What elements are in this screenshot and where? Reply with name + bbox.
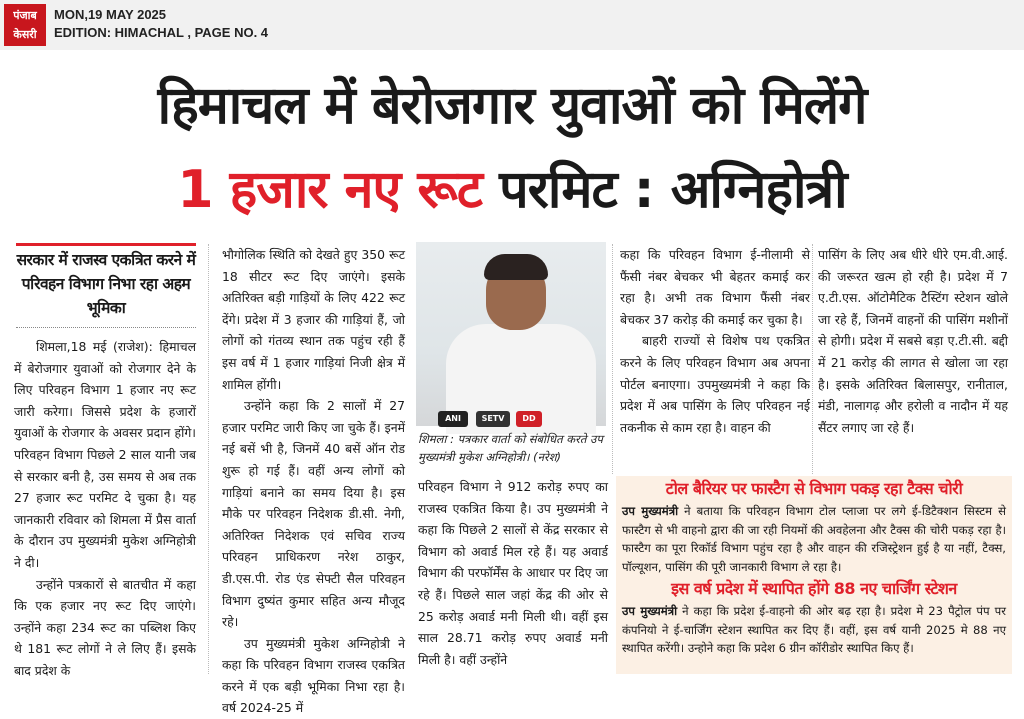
article-column-2 <box>222 244 405 719</box>
paragraph: भौगोलिक स्थिति को देखते हुए 350 रूट 18 सीटर रूट दिए जाएंगे। इसके अतिरिक्त बड़ी गाड़ियों के लिए 422 रूट देंगे। प्रदेश में 3 हजार की गाड़ियां हैं, जो लोगों को गंतव्य स्थान तक पहुंच रही हैं इस वर्ष में 1 हजार गाड़ियां निजी क्षेत्र में शामिल होंगी। <box>222 247 405 392</box>
subheadline-rule <box>16 243 196 246</box>
paragraph: शिमला,18 मई (राजेश): हिमाचल में बेरोजगार युवाओं को रोजगार देने के लिए परिवहन विभाग 1 हजार नए रूट जारी करेगा। जिससे प्रदेश के हजारों युवाओं के रोजगार के अवसर प्रदान होंगे। परिवहन विभाग पिछले 2 साल यानी जब से सरकार बनी है, उस समय से अब तक 27 हजार रूट परमिट दे चुका है। यह जानकारी रविवार को शिमला में प्रैस वार्ता के दौरान उप मुख्यमंत्री मुकेश अग्निहोत्री ने दी। <box>14 339 196 570</box>
box-paragraph-fastag <box>616 502 1012 576</box>
press-conference-photo <box>416 242 606 426</box>
column-divider <box>812 244 813 474</box>
box-lead: उप मुख्यमंत्री <box>622 504 679 518</box>
box-lead: उप मुख्यमंत्री <box>622 604 678 618</box>
box-title-fastag: टोल बैरियर पर फास्टैग से विभाग पकड़ रहा टैक्स चोरी <box>665 479 963 498</box>
article-column-4 <box>620 244 810 438</box>
mic-label: ANI <box>438 411 468 427</box>
photo-caption: शिमला : पत्रकार वार्ता को संबोधित करते उप मुख्यमंत्री मुकेश अग्निहोत्री। (नरेश) <box>418 432 603 464</box>
paragraph: बाहरी राज्यों से विशेष पथ एकत्रित करने के लिए परिवहन विभाग अब अपना पोर्टल बनाएगा। उपमुख्यमंत्री ने कहा कि प्रदेश में अब पासिंग के लिए परिवहन नई तकनीक से काम रहा है। वाहन की <box>620 333 810 435</box>
box-text: ने बताया कि परिवहन विभाग टोल प्लाजा पर लगे ई-डिटैक्शन सिस्टम से फास्टैग से भी वाहनो द्वारा की जा रही नियमों की अवहेलना और टैक्स की चोरी पकड़ रहा है। फास्टैग का पूरा रिकॉर्ड विभाग पहुंच रहा है और वाहन की रजिस्ट्रेशन हुई है या नहीं, टैक्स, पॉल्यूशन, पासिंग की पूरी जानकारी विभाग ले रहा है। <box>622 504 1006 574</box>
column-divider <box>208 244 209 674</box>
logo-line-1: पंजाब <box>13 9 37 22</box>
headline-line-2 <box>10 154 1014 226</box>
paragraph: कहा कि परिवहन विभाग ई-नीलामी से फैंसी नंबर बेचकर भी बेहतर कमाई कर रहा है। अभी तक विभाग फैंसी नंबर बेचकर 37 करोड़ की कमाई कर चुका है। <box>620 247 810 327</box>
subheadline: सरकार में राजस्व एकत्रित करने में परिवहन विभाग निभा रहा अहम भूमिका <box>16 251 196 317</box>
paragraph: परिवहन विभाग ने 912 करोड़ रुपए का राजस्व एकत्रित किया है। उप मुख्यमंत्री ने कहा कि पिछले 2 सालों से केंद्र सरकार से विभाग को अवार्ड मिल रहे हैं। यह अवार्ड विभाग की परफॉर्मेंस के आधार पर दिए जा रहे हैं। पिछले साल जहां केंद्र की ओर से 25 करोड़ अवार्ड मनी मिली थी। वहीं इस साल 28.71 करोड़ रुपए अवार्ड मनी मिली है। वहीं उन्होंने <box>418 479 608 667</box>
edition-info: EDITION: HIMACHAL , PAGE NO. 4 <box>54 25 269 40</box>
box-text: ने कहा कि प्रदेश ई-वाहनो की ओर बढ़ रहा है। प्रदेश मे 23 पैट्रोल पंप पर कंपनियो ने ई-चार्जिंग स्टेशन स्थापित कर दिए हैं। वहीं, इस वर्ष यानी 2025 मे 88 नए स्थापित करेंगी। उन्होने कहा कि प्रदेश 6 ग्रीन कॉरीडोर स्थापित किए हैं। <box>622 604 1006 655</box>
mic-label: DD <box>516 411 542 427</box>
paragraph: उन्होंने कहा कि 2 सालों में 27 हजार परमिट जारी किए जा चुके हैं। इनमें नई बसें भी है, जिनमें 40 बसें ऑन रोड शुरू हो गई हैं। वहीं अन्य लोगों को गाड़ियां बनाने का समय दिया है। इस मौके पर परिवहन निदेशक डी.सी. नेगी, अतिरिक्त निदेशक एवं सचिव राज्य परिवहन प्राधिकरण नरेश ठाकुर, डी.एस.पी. रोड एंड सेफ्टी सैल परिवहन विभाग दुष्यंत कुमार सहित अन्य मौजूद रहे। <box>222 398 405 630</box>
mic-label: SETV <box>476 411 510 427</box>
microphone-cluster <box>416 397 606 427</box>
column-divider <box>612 244 613 474</box>
article-column-5 <box>818 244 1008 438</box>
headline-black-part: परमिट : अग्निहोत्री <box>499 160 847 220</box>
sidebar-box <box>616 476 1012 674</box>
subheadline-divider <box>16 327 196 328</box>
article-column-3 <box>418 476 608 670</box>
paragraph: पासिंग के लिए अब धीरे धीरे एम.वी.आई. की जरूरत खत्म हो रही है। प्रदेश में 7 ए.टी.एस. ऑटोमैटिक टैस्टिंग स्टेशन खोले जा रहे हैं, जिनमें वाहनों की पासिंग मशीनों से होगी। प्रदेश में सबसे बड़ा ए.टी.सी. बद्दी में 21 करोड़ की लागत से खोला जा रहा है। इसके अतिरिक्त बिलासपुर, रानीताल, मंडी, नालागढ़ और हरोली व नादौन में यह सैंटर लगाए जा रहे हैं। <box>818 247 1008 435</box>
edition-meta <box>54 6 268 42</box>
paragraph: उप मुख्यमंत्री मुकेश अग्निहोत्री ने कहा कि परिवहन विभाग राजस्व एकत्रित करने में एक बड़ी भूमिका निभा रहा है। वर्ष 2024-25 में <box>222 635 405 716</box>
photo-figure-hair <box>484 254 548 280</box>
headline-red-part: 1 हजार नए रूट <box>177 160 483 220</box>
page-header-bar <box>0 0 1024 50</box>
headline-line-1: हिमाचल में बेरोजगार युवाओं को मिलेंगे <box>157 76 867 136</box>
box-paragraph-charging <box>616 602 1012 658</box>
logo-line-2: केसरी <box>13 28 37 41</box>
box-title-charging: इस वर्ष प्रदेश में स्थापित होंगे 88 नए चार्जिंग स्टेशन <box>671 579 957 598</box>
newspaper-logo <box>4 4 46 46</box>
paragraph: उन्होंने पत्रकारों से बातचीत में कहा कि एक हजार नए रूट दिए जाएंगे। उन्होंने कहा 234 रूट का पब्लिश किए थे 181 रूट लोगों ने ले लिए हैं। इसके बाद प्रदेश के <box>14 576 196 678</box>
publication-date: MON,19 MAY 2025 <box>54 7 167 22</box>
